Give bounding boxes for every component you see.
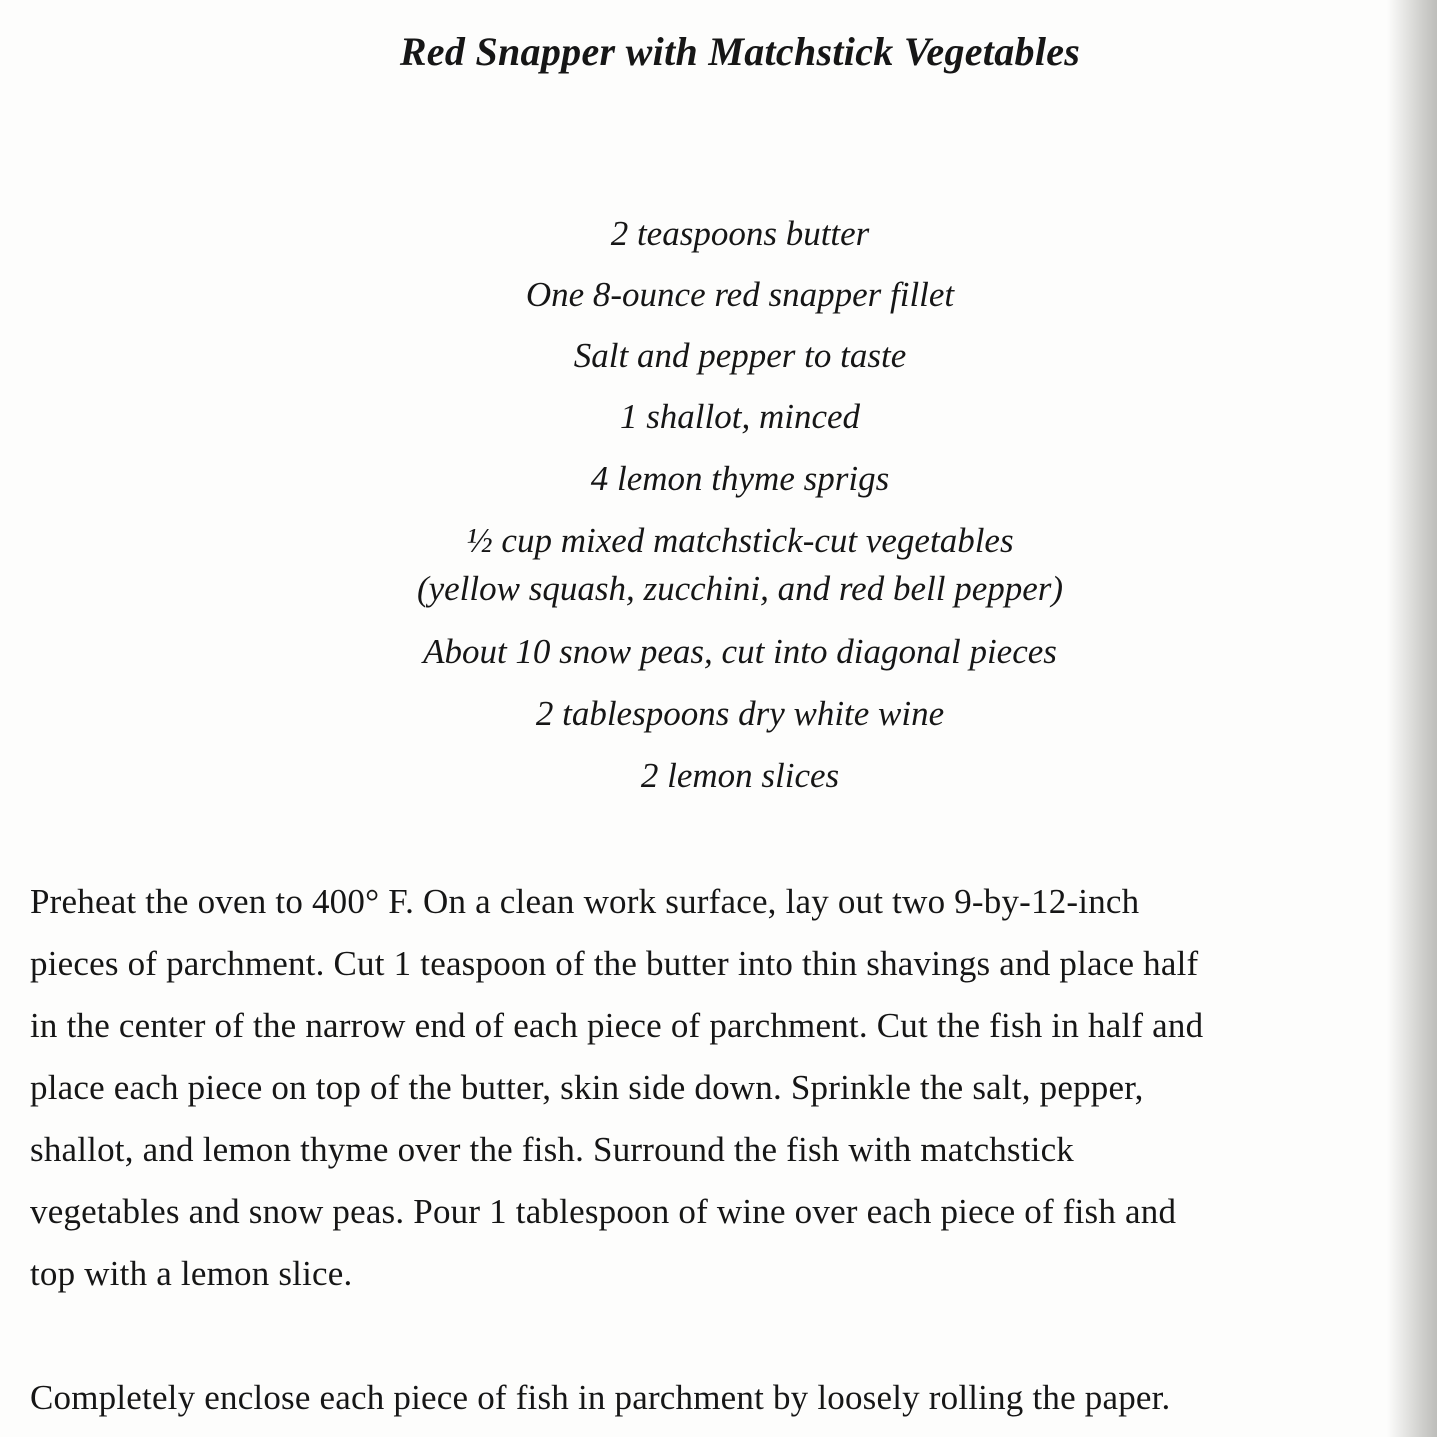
text-line: top with a lemon slice.	[30, 1254, 353, 1293]
text-line: in the center of the narrow end of each piece of parchment. Cut the fish in half and	[30, 1006, 1204, 1045]
ingredient-item: 2 lemon slices	[640, 756, 840, 795]
text-line: place each piece on top of the butter, skin side down. Sprinkle the salt, pepper,	[30, 1068, 1144, 1107]
ingredient-item: 2 teaspoons butter	[610, 214, 870, 253]
ingredient-item: (yellow squash, zucchini, and red bell pepper)	[416, 569, 1064, 608]
text-line: Completely enclose each piece of fish in parchment by loosely rolling the paper.	[30, 1378, 1171, 1417]
ingredient-item: ½ cup mixed matchstick-cut vegetables	[466, 521, 1014, 560]
text-line: shallot, and lemon thyme over the fish. Surround the fish with matchstick	[30, 1130, 1075, 1169]
text-line: vegetables and snow peas. Pour 1 tablespoon of wine over each piece of fish and	[30, 1192, 1177, 1231]
recipe-title: Red Snapper with Matchstick Vegetables	[399, 29, 1081, 74]
ingredient-item: 1 shallot, minced	[619, 397, 861, 436]
text-line: Preheat the oven to 400° F. On a clean work surface, lay out two 9-by-12-inch	[30, 882, 1140, 921]
ingredient-item: 4 lemon thyme sprigs	[590, 459, 890, 498]
ingredient-item: Salt and pepper to taste	[573, 336, 907, 375]
ingredient-item: One 8-ounce red snapper fillet	[525, 275, 955, 314]
text-line: pieces of parchment. Cut 1 teaspoon of the butter into thin shavings and place half	[30, 944, 1199, 983]
ingredient-item: About 10 snow peas, cut into diagonal pieces	[423, 632, 1057, 671]
ingredient-item: 2 tablespoons dry white wine	[535, 694, 945, 733]
